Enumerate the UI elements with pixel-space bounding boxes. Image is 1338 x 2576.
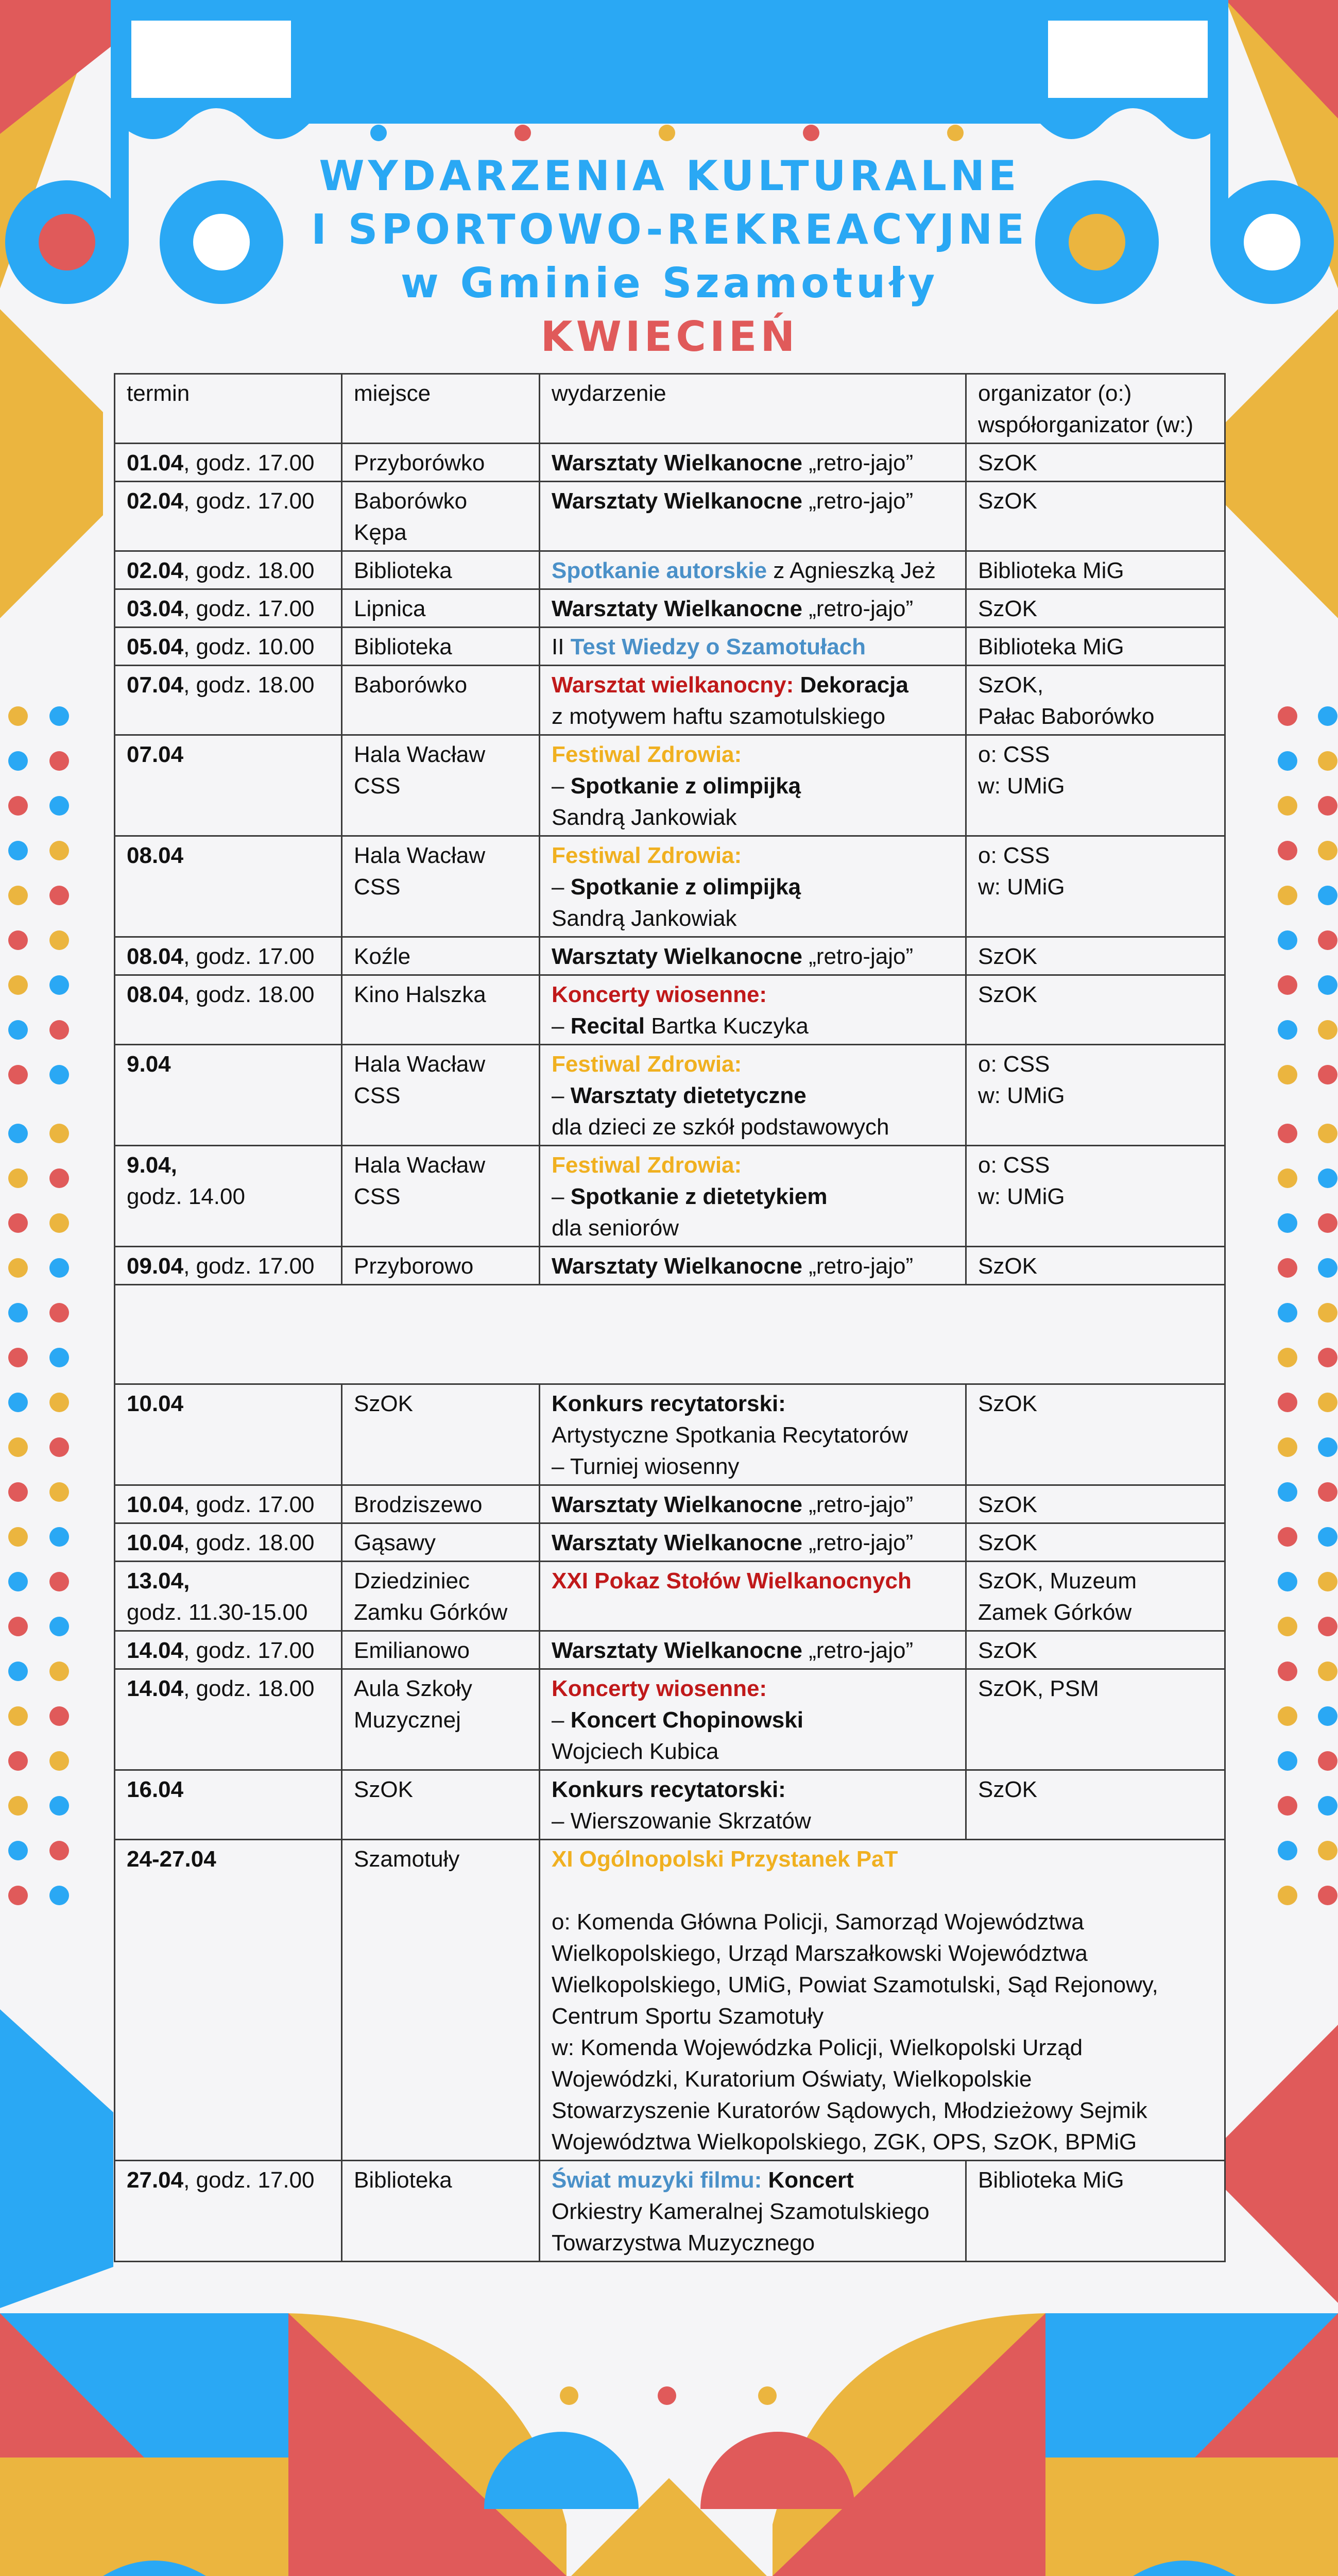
event-title: Warsztaty Wielkanocne „retro-jajo”	[540, 1631, 966, 1669]
decor-dot	[8, 1303, 28, 1323]
event-organizer: SzOK, Pałac Baborówko	[966, 666, 1225, 735]
decor-dot	[8, 1437, 28, 1457]
table-row	[115, 444, 1225, 482]
event-place: Biblioteka	[342, 551, 540, 589]
decor-dot	[1318, 1168, 1337, 1188]
table-header-row	[115, 374, 1225, 444]
decor-dot	[8, 1482, 28, 1502]
event-title: Świat muzyki filmu: Koncert Orkiestry Kameralnej Szamotulskiego Towarzystwa Muzycznego	[540, 2161, 966, 2262]
event-title: XXI Pokaz Stołów Wielkanocnych	[540, 1562, 966, 1631]
decor-dot	[1278, 1065, 1297, 1084]
event-organizer: Biblioteka MiG	[966, 551, 1225, 589]
decor-dot	[8, 930, 28, 950]
decor-dot	[8, 1796, 28, 1816]
event-date: 07.04	[115, 735, 342, 836]
event-title: Warsztaty Wielkanocne „retro-jajo”	[540, 482, 966, 551]
title-line-2: I SPORTOWO-REKREACYJNE	[311, 206, 1028, 253]
decor-dot	[1278, 1348, 1297, 1367]
title-line-1: WYDARZENIA KULTURALNE	[319, 152, 1020, 200]
table-row	[115, 836, 1225, 937]
decor-dot	[8, 886, 28, 905]
decor-dot	[1318, 886, 1337, 905]
decor-dot	[49, 1020, 69, 1040]
decor-dot	[1278, 1437, 1297, 1457]
decor-dot	[1318, 796, 1337, 816]
decor-dot	[49, 930, 69, 950]
decor-dot	[1318, 1124, 1337, 1143]
event-organizer: Biblioteka MiG	[966, 628, 1225, 666]
event-date: 27.04, godz. 17.00	[115, 2161, 342, 2262]
header-organizer: organizator (o:) współorganizator (w:)	[966, 374, 1225, 444]
decor-dot	[8, 1348, 28, 1367]
event-date: 14.04, godz. 17.00	[115, 1631, 342, 1669]
decor-dot	[49, 1796, 69, 1816]
decor-dot	[49, 1437, 69, 1457]
table-row	[115, 1045, 1225, 1146]
decor-dot	[1278, 1168, 1297, 1188]
decor-dot	[1318, 841, 1337, 860]
event-title: Warsztaty Wielkanocne „retro-jajo”	[540, 1247, 966, 1285]
table-row	[115, 1770, 1225, 1840]
decor-dot	[1318, 1348, 1337, 1367]
table-row	[115, 1384, 1225, 1485]
decor-dot	[1278, 1393, 1297, 1412]
event-title: Spotkanie autorskie z Agnieszką Jeż	[540, 551, 966, 589]
decor-dot	[8, 841, 28, 860]
decor-dot	[49, 1706, 69, 1726]
event-organizer: SzOK	[966, 444, 1225, 482]
decor-dot	[1278, 706, 1297, 726]
decor-dot	[49, 1572, 69, 1591]
decor-dot	[49, 1617, 69, 1636]
table-spacer-row	[115, 1285, 1225, 1384]
decor-dot	[49, 1213, 69, 1233]
event-organizer: SzOK	[966, 1770, 1225, 1840]
decor-dot	[1318, 706, 1337, 726]
table-row	[115, 1840, 1225, 2161]
event-date: 10.04, godz. 18.00	[115, 1523, 342, 1562]
decor-dot	[1318, 1437, 1337, 1457]
event-date: 08.04, godz. 17.00	[115, 937, 342, 975]
decor-dot	[8, 1124, 28, 1143]
event-title: Konkurs recytatorski: – Wierszowanie Skrzatów	[540, 1770, 966, 1840]
event-organizer: SzOK	[966, 1384, 1225, 1485]
decor-dot	[49, 1886, 69, 1905]
decor-dot	[1318, 1482, 1337, 1502]
decor-dot	[1318, 1303, 1337, 1323]
event-title: Festiwal Zdrowia: – Spotkanie z olimpijką Sandrą Jankowiak	[540, 836, 966, 937]
event-date: 13.04, godz. 11.30-15.00	[115, 1562, 342, 1631]
event-organizer: SzOK, Muzeum Zamek Górków	[966, 1562, 1225, 1631]
table-row	[115, 975, 1225, 1045]
event-organizer: SzOK	[966, 589, 1225, 628]
decor-dot	[49, 1527, 69, 1547]
event-title: Warsztaty Wielkanocne „retro-jajo”	[540, 589, 966, 628]
event-place: Gąsawy	[342, 1523, 540, 1562]
decor-dot	[1278, 796, 1297, 816]
decor-dot	[8, 1258, 28, 1278]
events-body	[115, 444, 1225, 2262]
event-date: 03.04, godz. 17.00	[115, 589, 342, 628]
decor-dot	[49, 1124, 69, 1143]
event-organizer: SzOK	[966, 1247, 1225, 1285]
decor-dot	[49, 1393, 69, 1412]
decor-dot	[1278, 886, 1297, 905]
decor-dot	[8, 1213, 28, 1233]
event-date: 02.04, godz. 17.00	[115, 482, 342, 551]
decor-dot	[1318, 1662, 1337, 1681]
event-date: 07.04, godz. 18.00	[115, 666, 342, 735]
table-row	[115, 1146, 1225, 1247]
decor-dot	[1318, 751, 1337, 771]
header-event: wydarzenie	[540, 374, 966, 444]
event-date: 16.04	[115, 1770, 342, 1840]
event-place: Hala Wacław CSS	[342, 836, 540, 937]
event-place: Lipnica	[342, 589, 540, 628]
event-place: Hala Wacław CSS	[342, 1045, 540, 1146]
event-date: 10.04	[115, 1384, 342, 1485]
table-row	[115, 735, 1225, 836]
decor-dot	[1318, 1841, 1337, 1860]
decor-dot	[8, 1662, 28, 1681]
decor-dot	[1318, 1527, 1337, 1547]
event-title: Konkurs recytatorski: Artystyczne Spotkania Recytatorów – Turniej wiosenny	[540, 1384, 966, 1485]
event-place: Przyborówko	[342, 444, 540, 482]
title-line-3: w Gminie Szamotuły	[400, 259, 939, 307]
event-date: 9.04, godz. 14.00	[115, 1146, 342, 1247]
event-place: Kino Halszka	[342, 975, 540, 1045]
decor-dot	[49, 1303, 69, 1323]
decor-dot	[8, 1020, 28, 1040]
decor-dot	[49, 1662, 69, 1681]
decor-dot	[1278, 751, 1297, 771]
decor-dot	[1278, 1617, 1297, 1636]
decor-dot	[8, 796, 28, 816]
table-row	[115, 1485, 1225, 1523]
event-place: Koźle	[342, 937, 540, 975]
table-row	[115, 551, 1225, 589]
decor-dot	[8, 1393, 28, 1412]
event-title: Festiwal Zdrowia: – Spotkanie z olimpijką Sandrą Jankowiak	[540, 735, 966, 836]
title-block	[258, 149, 1082, 364]
event-title: Koncerty wiosenne: – Recital Bartka Kuczyka	[540, 975, 966, 1045]
decor-dot	[1278, 1527, 1297, 1547]
event-date: 14.04, godz. 18.00	[115, 1669, 342, 1770]
event-title: Warsztaty Wielkanocne „retro-jajo”	[540, 444, 966, 482]
decor-dot	[8, 1168, 28, 1188]
event-title: XI Ogólnopolski Przystanek PaT o: Komenda Główna Policji, Samorząd Województwa Wielkopolskiego, Urząd Marszałkowski Województwa Wielkopolskiego, UMiG, Powiat Szamotulski, Sąd Rejonowy, Centrum Sportu Szamotuły w: Komenda Wojewódzka Policji, Wielkopolski Urząd Wojewódzki, Kuratorium Oświaty, Wielkopolskie Stowarzyszenie Kuratorów Sądowych, Młodzieżowy Sejmik Województwa Wielkopolskiego, ZGK, OPS, SzOK, BPMiG	[540, 1840, 1225, 2161]
event-title: Festiwal Zdrowia: – Warsztaty dietetyczne dla dzieci ze szkół podstawowych	[540, 1045, 966, 1146]
decor-dot	[8, 1572, 28, 1591]
decor-dot	[1318, 1617, 1337, 1636]
event-title: II Test Wiedzy o Szamotułach	[540, 628, 966, 666]
event-organizer: SzOK	[966, 937, 1225, 975]
decor-dot	[8, 1527, 28, 1547]
decor-dot	[8, 1706, 28, 1726]
event-place: Emilianowo	[342, 1631, 540, 1669]
decor-dot	[1278, 1303, 1297, 1323]
decor-dot	[1278, 1796, 1297, 1816]
event-date: 10.04, godz. 17.00	[115, 1485, 342, 1523]
event-date: 08.04, godz. 18.00	[115, 975, 342, 1045]
event-place: SzOK	[342, 1384, 540, 1485]
decor-dot	[1278, 1482, 1297, 1502]
table-row	[115, 666, 1225, 735]
event-date: 08.04	[115, 836, 342, 937]
decor-dot	[1318, 1706, 1337, 1726]
decor-dot	[8, 1886, 28, 1905]
event-organizer: o: CSS w: UMiG	[966, 836, 1225, 937]
event-date: 09.04, godz. 17.00	[115, 1247, 342, 1285]
decor-dot	[8, 706, 28, 726]
decor-dot	[49, 1751, 69, 1771]
event-place: Brodziszewo	[342, 1485, 540, 1523]
bottom-decoration	[0, 2313, 1338, 2576]
decor-dot	[1318, 1572, 1337, 1591]
decor-dot	[49, 841, 69, 860]
decor-dot	[49, 1841, 69, 1860]
event-title: Koncerty wiosenne: – Koncert Chopinowski Wojciech Kubica	[540, 1669, 966, 1770]
event-title: Warsztaty Wielkanocne „retro-jajo”	[540, 1523, 966, 1562]
event-organizer: Biblioteka MiG	[966, 2161, 1225, 2262]
table-row	[115, 1669, 1225, 1770]
event-organizer: SzOK	[966, 482, 1225, 551]
decor-dot	[1278, 1841, 1297, 1860]
table-row	[115, 1247, 1225, 1285]
event-place: Baborówko	[342, 666, 540, 735]
event-date: 24-27.04	[115, 1840, 342, 2161]
event-title: Festiwal Zdrowia: – Spotkanie z dietetykiem dla seniorów	[540, 1146, 966, 1247]
event-organizer: SzOK	[966, 975, 1225, 1045]
decor-dot	[1318, 1020, 1337, 1040]
event-title: Warsztat wielkanocny: Dekoracja z motywem haftu szamotulskiego	[540, 666, 966, 735]
decor-dot	[8, 1751, 28, 1771]
decor-dot	[49, 706, 69, 726]
decor-dot	[1278, 930, 1297, 950]
decor-dot	[8, 1617, 28, 1636]
decor-dot	[49, 1482, 69, 1502]
table-row	[115, 1631, 1225, 1669]
header-place: miejsce	[342, 374, 540, 444]
decor-dot	[8, 1065, 28, 1084]
decor-dot	[49, 1065, 69, 1084]
table-row	[115, 2161, 1225, 2262]
decor-dot	[1278, 841, 1297, 860]
event-place: Biblioteka	[342, 628, 540, 666]
event-organizer: SzOK, PSM	[966, 1669, 1225, 1770]
event-place: SzOK	[342, 1770, 540, 1840]
decor-dot	[8, 1841, 28, 1860]
event-place: Biblioteka	[342, 2161, 540, 2262]
decor-dot	[1278, 975, 1297, 995]
decor-dot	[1318, 1393, 1337, 1412]
decor-dot	[1318, 1065, 1337, 1084]
header-date: termin	[115, 374, 342, 444]
decor-dot	[1278, 1662, 1297, 1681]
decor-dot	[1278, 1886, 1297, 1905]
event-organizer: o: CSS w: UMiG	[966, 735, 1225, 836]
decor-dot	[1278, 1124, 1297, 1143]
decor-dot	[1278, 1751, 1297, 1771]
table-row	[115, 628, 1225, 666]
decor-dot	[1318, 1886, 1337, 1905]
event-date: 9.04	[115, 1045, 342, 1146]
decor-dot	[49, 1168, 69, 1188]
event-place: Aula Szkoły Muzycznej	[342, 1669, 540, 1770]
event-organizer: o: CSS w: UMiG	[966, 1045, 1225, 1146]
decor-dot	[49, 1258, 69, 1278]
event-organizer: SzOK	[966, 1631, 1225, 1669]
month-title: KWIECIEŃ	[540, 313, 799, 361]
decor-dot	[1318, 1796, 1337, 1816]
decor-dot	[1318, 1258, 1337, 1278]
event-organizer: SzOK	[966, 1523, 1225, 1562]
event-place: Szamotuły	[342, 1840, 540, 2161]
event-place: Hala Wacław CSS	[342, 1146, 540, 1247]
decor-dot	[1278, 1020, 1297, 1040]
decor-dot	[1318, 975, 1337, 995]
event-date: 05.04, godz. 10.00	[115, 628, 342, 666]
decor-dot	[49, 796, 69, 816]
decor-dot	[1318, 1751, 1337, 1771]
decor-dot	[49, 751, 69, 771]
event-place: Hala Wacław CSS	[342, 735, 540, 836]
decor-dot	[1278, 1258, 1297, 1278]
decor-dot	[1278, 1213, 1297, 1233]
table-row	[115, 1562, 1225, 1631]
decor-dot	[8, 751, 28, 771]
event-place: Baborówko Kępa	[342, 482, 540, 551]
table-row	[115, 1523, 1225, 1562]
event-place: Dziedziniec Zamku Górków	[342, 1562, 540, 1631]
table-row	[115, 589, 1225, 628]
table-row	[115, 937, 1225, 975]
decor-dot	[1278, 1706, 1297, 1726]
event-title: Warsztaty Wielkanocne „retro-jajo”	[540, 1485, 966, 1523]
event-title: Warsztaty Wielkanocne „retro-jajo”	[540, 937, 966, 975]
decor-dot	[49, 886, 69, 905]
event-date: 01.04, godz. 17.00	[115, 444, 342, 482]
events-table	[114, 373, 1226, 2262]
decor-dot	[8, 975, 28, 995]
decor-dot	[1278, 1572, 1297, 1591]
event-place: Przyborowo	[342, 1247, 540, 1285]
decor-dot	[49, 975, 69, 995]
decor-dot	[1318, 930, 1337, 950]
spacer-cell	[115, 1285, 1225, 1384]
decor-dot	[1318, 1213, 1337, 1233]
event-organizer: SzOK	[966, 1485, 1225, 1523]
event-date: 02.04, godz. 18.00	[115, 551, 342, 589]
table-row	[115, 482, 1225, 551]
decor-dot	[49, 1348, 69, 1367]
event-organizer: o: CSS w: UMiG	[966, 1146, 1225, 1247]
